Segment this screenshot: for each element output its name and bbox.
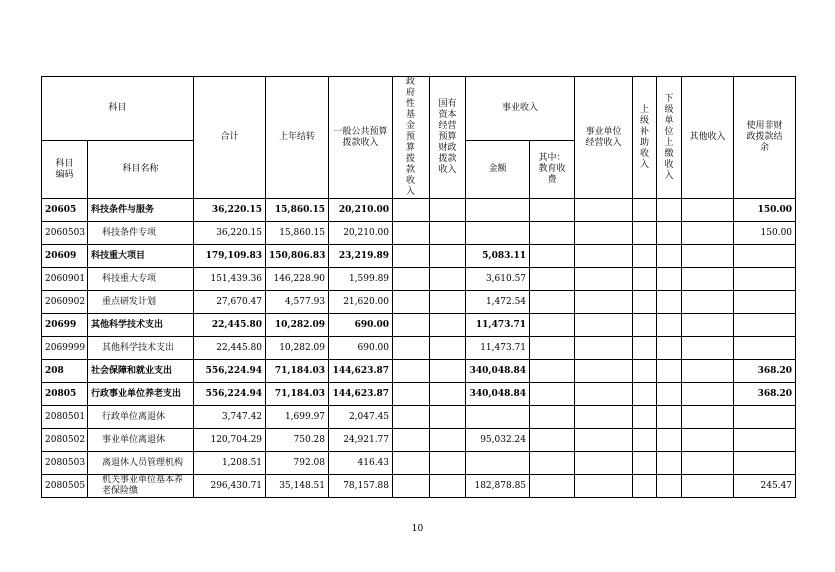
cell-name: 事业单位离退休: [88, 429, 194, 452]
cell-gov-fund: [393, 383, 430, 406]
cell-code: 208: [42, 360, 88, 383]
table-row: [42, 245, 796, 268]
cell-total: 120,704.29: [194, 429, 266, 452]
cell-state-capital: [430, 360, 466, 383]
cell-carryover: 35,148.51: [266, 475, 329, 498]
cell-total: 1,208.51: [194, 452, 266, 475]
cell-gov-fund: [393, 475, 430, 498]
header-general-budget: 一般公共预算拨款收入: [329, 77, 393, 199]
cell-code: 2080505: [42, 475, 88, 498]
cell-superior-subsidy: [633, 314, 657, 337]
cell-state-capital: [430, 383, 466, 406]
cell-carryover: 15,860.15: [266, 222, 329, 245]
cell-business-amount: [466, 199, 530, 222]
cell-lower-unit: [657, 452, 682, 475]
cell-business-amount: 3,610.57: [466, 268, 530, 291]
cell-state-capital: [430, 245, 466, 268]
header-total: 合计: [194, 77, 266, 199]
cell-unit-operating: [575, 475, 633, 498]
cell-code: 2060902: [42, 291, 88, 314]
cell-name: 科技条件与服务: [88, 199, 194, 222]
cell-total: 296,430.71: [194, 475, 266, 498]
cell-name: 科技重大专项: [88, 268, 194, 291]
cell-other-income: [682, 452, 734, 475]
cell-business-amount: 182,878.85: [466, 475, 530, 498]
cell-business-amount: [466, 222, 530, 245]
cell-superior-subsidy: [633, 268, 657, 291]
cell-lower-unit: [657, 314, 682, 337]
cell-edu-fee: [530, 291, 575, 314]
cell-other-income: [682, 291, 734, 314]
cell-name: 机关事业单位基本养老保险缴: [88, 475, 194, 498]
cell-non-fiscal-balance: 368.20: [734, 360, 796, 383]
cell-gov-fund: [393, 360, 430, 383]
cell-lower-unit: [657, 291, 682, 314]
table-row: [42, 314, 796, 337]
cell-general-budget: 690.00: [329, 337, 393, 360]
cell-non-fiscal-balance: [734, 245, 796, 268]
cell-general-budget: 2,047.45: [329, 406, 393, 429]
cell-gov-fund: [393, 245, 430, 268]
cell-general-budget: 78,157.88: [329, 475, 393, 498]
cell-gov-fund: [393, 199, 430, 222]
cell-lower-unit: [657, 222, 682, 245]
header-subject-name: 科目名称: [88, 141, 194, 199]
header-non-fiscal-balance: 使用非财政拨款结余: [734, 77, 796, 199]
cell-code: 20609: [42, 245, 88, 268]
cell-lower-unit: [657, 199, 682, 222]
cell-carryover: 150,806.83: [266, 245, 329, 268]
table-row: [42, 383, 796, 406]
cell-state-capital: [430, 199, 466, 222]
cell-state-capital: [430, 314, 466, 337]
header-subject: 科目: [42, 77, 194, 141]
header-superior-subsidy: 上级补助收入: [633, 77, 657, 199]
cell-name: 科技重大项目: [88, 245, 194, 268]
cell-total: 556,224.94: [194, 360, 266, 383]
cell-lower-unit: [657, 268, 682, 291]
cell-business-amount: 11,473.71: [466, 314, 530, 337]
table-row: [42, 337, 796, 360]
cell-edu-fee: [530, 475, 575, 498]
cell-name: 行政单位离退休: [88, 406, 194, 429]
cell-non-fiscal-balance: 150.00: [734, 199, 796, 222]
cell-carryover: 792.08: [266, 452, 329, 475]
header-business-income: 事业收入: [466, 77, 575, 141]
cell-state-capital: [430, 222, 466, 245]
cell-name: 行政事业单位养老支出: [88, 383, 194, 406]
cell-superior-subsidy: [633, 291, 657, 314]
table-row: [42, 268, 796, 291]
header-gov-fund: 政府性基金预算拨款收入: [393, 77, 430, 199]
cell-state-capital: [430, 429, 466, 452]
cell-carryover: 1,699.97: [266, 406, 329, 429]
cell-unit-operating: [575, 199, 633, 222]
cell-other-income: [682, 245, 734, 268]
cell-code: 20805: [42, 383, 88, 406]
cell-business-amount: 340,048.84: [466, 383, 530, 406]
cell-code: 2080502: [42, 429, 88, 452]
cell-gov-fund: [393, 429, 430, 452]
cell-gov-fund: [393, 268, 430, 291]
cell-other-income: [682, 337, 734, 360]
cell-other-income: [682, 475, 734, 498]
cell-code: 2060503: [42, 222, 88, 245]
cell-total: 27,670.47: [194, 291, 266, 314]
cell-unit-operating: [575, 314, 633, 337]
cell-general-budget: 20,210.00: [329, 199, 393, 222]
cell-total: 36,220.15: [194, 222, 266, 245]
cell-superior-subsidy: [633, 337, 657, 360]
header-other-income: 其他收入: [682, 77, 734, 199]
cell-lower-unit: [657, 475, 682, 498]
cell-business-amount: 5,083.11: [466, 245, 530, 268]
cell-non-fiscal-balance: [734, 406, 796, 429]
cell-general-budget: 20,210.00: [329, 222, 393, 245]
table-row: [42, 199, 796, 222]
cell-name: 离退休人员管理机构: [88, 452, 194, 475]
cell-edu-fee: [530, 383, 575, 406]
cell-code: 2060901: [42, 268, 88, 291]
cell-unit-operating: [575, 291, 633, 314]
cell-lower-unit: [657, 360, 682, 383]
cell-non-fiscal-balance: [734, 337, 796, 360]
table-row: [42, 360, 796, 383]
cell-name: 社会保障和就业支出: [88, 360, 194, 383]
cell-code: 2080503: [42, 452, 88, 475]
cell-lower-unit: [657, 406, 682, 429]
cell-general-budget: 144,623.87: [329, 383, 393, 406]
cell-name: 重点研发计划: [88, 291, 194, 314]
cell-total: 3,747.42: [194, 406, 266, 429]
header-lower-unit: 下级单位上缴收入: [657, 77, 682, 199]
cell-unit-operating: [575, 406, 633, 429]
cell-edu-fee: [530, 452, 575, 475]
cell-lower-unit: [657, 245, 682, 268]
cell-carryover: 750.28: [266, 429, 329, 452]
cell-carryover: 71,184.03: [266, 383, 329, 406]
cell-edu-fee: [530, 429, 575, 452]
cell-other-income: [682, 199, 734, 222]
cell-business-amount: [466, 406, 530, 429]
cell-edu-fee: [530, 406, 575, 429]
cell-state-capital: [430, 337, 466, 360]
cell-business-amount: 340,048.84: [466, 360, 530, 383]
cell-non-fiscal-balance: [734, 268, 796, 291]
cell-unit-operating: [575, 360, 633, 383]
cell-unit-operating: [575, 222, 633, 245]
cell-other-income: [682, 406, 734, 429]
cell-general-budget: 416.43: [329, 452, 393, 475]
cell-general-budget: 144,623.87: [329, 360, 393, 383]
cell-non-fiscal-balance: [734, 291, 796, 314]
cell-edu-fee: [530, 268, 575, 291]
cell-superior-subsidy: [633, 245, 657, 268]
cell-carryover: 10,282.09: [266, 337, 329, 360]
cell-code: 2069999: [42, 337, 88, 360]
cell-lower-unit: [657, 383, 682, 406]
header-state-capital: 国有资本经营预算财政拨款收入: [430, 77, 466, 199]
cell-other-income: [682, 429, 734, 452]
header-carryover: 上年结转: [266, 77, 329, 199]
cell-other-income: [682, 222, 734, 245]
cell-unit-operating: [575, 383, 633, 406]
cell-general-budget: 23,219.89: [329, 245, 393, 268]
cell-business-amount: 1,472.54: [466, 291, 530, 314]
cell-code: 2080501: [42, 406, 88, 429]
cell-gov-fund: [393, 452, 430, 475]
table-row: [42, 222, 796, 245]
cell-business-amount: 11,473.71: [466, 337, 530, 360]
cell-general-budget: 24,921.77: [329, 429, 393, 452]
cell-superior-subsidy: [633, 360, 657, 383]
cell-non-fiscal-balance: 368.20: [734, 383, 796, 406]
cell-code: 20605: [42, 199, 88, 222]
cell-unit-operating: [575, 337, 633, 360]
cell-unit-operating: [575, 452, 633, 475]
cell-carryover: 71,184.03: [266, 360, 329, 383]
cell-carryover: 4,577.93: [266, 291, 329, 314]
table-body: [42, 199, 796, 498]
cell-gov-fund: [393, 314, 430, 337]
page-number: 10: [411, 524, 424, 534]
cell-total: 179,109.83: [194, 245, 266, 268]
cell-lower-unit: [657, 429, 682, 452]
cell-carryover: 146,228.90: [266, 268, 329, 291]
cell-non-fiscal-balance: [734, 429, 796, 452]
cell-name: 科技条件专项: [88, 222, 194, 245]
cell-total: 22,445.80: [194, 337, 266, 360]
cell-state-capital: [430, 291, 466, 314]
cell-name: 其他科学技术支出: [88, 314, 194, 337]
cell-unit-operating: [575, 429, 633, 452]
cell-superior-subsidy: [633, 383, 657, 406]
cell-gov-fund: [393, 291, 430, 314]
cell-carryover: 10,282.09: [266, 314, 329, 337]
cell-state-capital: [430, 475, 466, 498]
cell-edu-fee: [530, 314, 575, 337]
cell-business-amount: [466, 452, 530, 475]
cell-state-capital: [430, 452, 466, 475]
cell-non-fiscal-balance: 245.47: [734, 475, 796, 498]
cell-superior-subsidy: [633, 475, 657, 498]
cell-other-income: [682, 268, 734, 291]
cell-edu-fee: [530, 199, 575, 222]
header-subject-code: 科目编码: [42, 141, 88, 199]
header-unit-operating: 事业单位经营收入: [575, 77, 633, 199]
cell-total: 556,224.94: [194, 383, 266, 406]
cell-total: 151,439.36: [194, 268, 266, 291]
cell-general-budget: 1,599.89: [329, 268, 393, 291]
cell-non-fiscal-balance: [734, 314, 796, 337]
budget-table: [41, 76, 796, 498]
table-row: [42, 406, 796, 429]
table-row: [42, 475, 796, 498]
cell-non-fiscal-balance: [734, 452, 796, 475]
cell-other-income: [682, 314, 734, 337]
cell-edu-fee: [530, 337, 575, 360]
cell-code: 20699: [42, 314, 88, 337]
cell-other-income: [682, 360, 734, 383]
cell-unit-operating: [575, 245, 633, 268]
cell-edu-fee: [530, 360, 575, 383]
cell-gov-fund: [393, 406, 430, 429]
cell-total: 22,445.80: [194, 314, 266, 337]
cell-name: 其他科学技术支出: [88, 337, 194, 360]
cell-total: 36,220.15: [194, 199, 266, 222]
cell-edu-fee: [530, 222, 575, 245]
cell-gov-fund: [393, 337, 430, 360]
cell-business-amount: 95,032.24: [466, 429, 530, 452]
cell-superior-subsidy: [633, 222, 657, 245]
table-row: [42, 291, 796, 314]
cell-superior-subsidy: [633, 406, 657, 429]
cell-non-fiscal-balance: 150.00: [734, 222, 796, 245]
cell-gov-fund: [393, 222, 430, 245]
table-row: [42, 429, 796, 452]
cell-general-budget: 21,620.00: [329, 291, 393, 314]
cell-superior-subsidy: [633, 452, 657, 475]
header-of-which-edu: 其中：教育收费: [530, 141, 575, 199]
cell-lower-unit: [657, 337, 682, 360]
cell-carryover: 15,860.15: [266, 199, 329, 222]
cell-superior-subsidy: [633, 199, 657, 222]
cell-other-income: [682, 383, 734, 406]
table-row: [42, 452, 796, 475]
cell-unit-operating: [575, 268, 633, 291]
cell-state-capital: [430, 268, 466, 291]
cell-general-budget: 690.00: [329, 314, 393, 337]
header-amount: 金额: [466, 141, 530, 199]
cell-superior-subsidy: [633, 429, 657, 452]
cell-edu-fee: [530, 245, 575, 268]
cell-state-capital: [430, 406, 466, 429]
